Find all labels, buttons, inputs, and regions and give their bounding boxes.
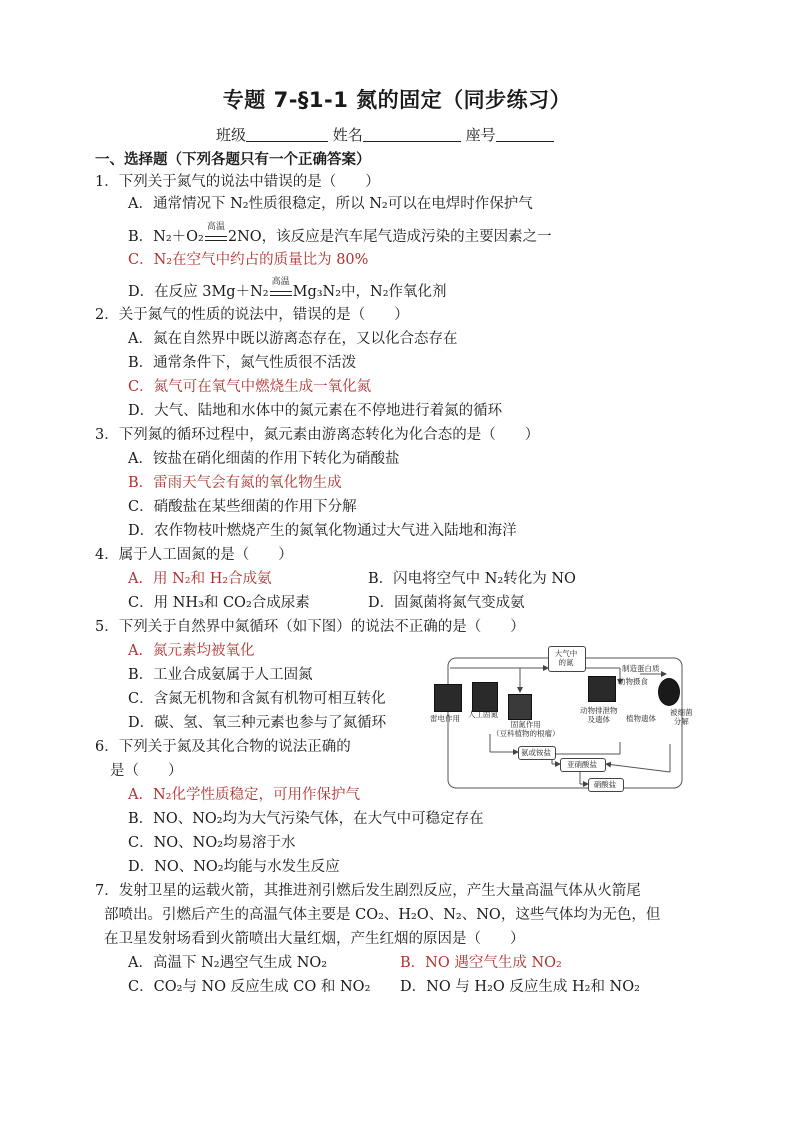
animal-eat-label: 动物摄食 xyxy=(618,677,648,686)
equals-sign xyxy=(270,291,292,296)
q6-option-c: C．NO、NO₂均易溶于水 xyxy=(128,835,296,851)
nitrite-label: 亚硝酸盐 xyxy=(567,760,597,769)
seat-label: 座号 xyxy=(465,126,496,144)
artificial-fix-label: 人工固氮 xyxy=(468,710,498,719)
q7-stem-line3: 在卫星发射场看到火箭喷出大量红烟，产生红烟的原因是（ ） xyxy=(104,931,525,947)
make-protein-label: 制造蛋白质 xyxy=(622,664,660,673)
q2-option-b: B．通常条件下，氮气性质很不活泼 xyxy=(128,355,357,371)
name-label: 姓名 xyxy=(332,126,363,144)
q6-stem-line2: 是（ ） xyxy=(110,763,183,779)
page-title: 专题 7-§1-1 氮的固定（同步练习） xyxy=(222,88,572,112)
nitrate-label: 硝酸盐 xyxy=(593,780,617,789)
q5-option-a: A．氮元素均被氧化 xyxy=(128,643,255,659)
student-info-row xyxy=(216,124,554,145)
class-blank[interactable] xyxy=(246,127,328,142)
q1-option-b xyxy=(128,222,552,247)
q3-option-a: A．铵盐在硝化细菌的作用下转化为硝酸盐 xyxy=(128,451,400,467)
q1-d-right: Mg₃N₂中，N₂作氧化剂 xyxy=(292,284,447,300)
class-label: 班级 xyxy=(216,126,247,144)
high-temp-arrow xyxy=(269,277,293,302)
q4-option-c: C．用 NH₃和 CO₂合成尿素 xyxy=(128,595,310,611)
q2-stem: 2．关于氮气的性质的说法中，错误的是（ ） xyxy=(95,307,409,323)
q1-stem: 1．下列关于氮气的说法中错误的是（ ） xyxy=(95,174,380,190)
seat-blank[interactable] xyxy=(496,127,554,142)
q3-option-d: D．农作物枝叶燃烧产生的氮氧化物通过大气进入陆地和海洋 xyxy=(128,523,517,539)
plant-remains-label: 植物遗体 xyxy=(626,714,656,723)
q4-stem: 4．属于人工固氮的是（ ） xyxy=(95,547,293,563)
q4-option-d: D．固氮菌将氮气变成氨 xyxy=(368,595,525,611)
decompose-label: 被细菌 分解 xyxy=(670,708,693,726)
q2-option-a: A．氮在自然界中既以游离态存在，又以化合态存在 xyxy=(128,331,458,347)
q1-b-left: B．N₂＋O₂ xyxy=(128,229,204,245)
atmosphere-label: 大气中 的氮 xyxy=(554,649,578,667)
excreta-photo xyxy=(588,676,616,702)
q2-option-d: D．大气、陆地和水体中的氮元素在不停地进行着氮的循环 xyxy=(128,403,503,419)
nitrogen-cycle-diagram xyxy=(430,644,698,794)
q7-option-d: D．NO 与 H₂O 反应生成 H₂和 NO₂ xyxy=(400,979,640,995)
section-heading: 一、选择题（下列各题只有一个正确答案） xyxy=(95,152,371,168)
q7-stem-line2: 部喷出。引燃后产生的高温气体主要是 CO₂、H₂O、N₂、NO，这些气体均为无色，但 xyxy=(104,907,661,923)
tree-photo xyxy=(658,678,680,706)
q6-stem-line1: 6．下列关于氮及其化合物的说法正确的 xyxy=(95,739,351,755)
condition-label: 高温 xyxy=(206,222,225,232)
q1-option-c: C．N₂在空气中约占的质量比为 80% xyxy=(128,252,369,268)
name-blank[interactable] xyxy=(363,127,461,142)
q4-option-b: B．闪电将空气中 N₂转化为 NO xyxy=(368,571,576,587)
lightning-photo xyxy=(434,684,462,712)
q7-option-a: A．高温下 N₂遇空气生成 NO₂ xyxy=(128,955,328,971)
q6-option-a: A．N₂化学性质稳定，可用作保护气 xyxy=(128,787,360,803)
q1-b-right: 2NO，该反应是汽车尾气造成污染的主要因素之一 xyxy=(227,229,552,245)
q5-option-d: D．碳、氢、氧三种元素也参与了氮循环 xyxy=(128,715,387,731)
q5-option-c: C．含氮无机物和含氮有机物可相互转化 xyxy=(128,691,386,707)
q7-option-b: B．NO 遇空气生成 NO₂ xyxy=(400,955,562,971)
q1-d-left: D．在反应 3Mg＋N₂ xyxy=(128,284,269,300)
condition-label: 高温 xyxy=(271,277,290,287)
factory-photo xyxy=(472,682,498,712)
q1-option-d xyxy=(128,277,447,302)
q7-option-c: C．CO₂与 NO 反应生成 CO 和 NO₂ xyxy=(128,979,371,995)
q3-option-b: B．雷雨天气会有氮的氧化物生成 xyxy=(128,475,342,491)
q2-option-c: C．氮气可在氧气中燃烧生成一氧化氮 xyxy=(128,379,372,395)
q1-option-a: A．通常情况下 N₂性质很稳定，所以 N₂可以在电焊时作保护气 xyxy=(128,196,533,212)
q4-option-a: A．用 N₂和 H₂合成氨 xyxy=(128,571,272,587)
high-temp-arrow xyxy=(204,222,228,247)
q7-stem-line1: 7．发射卫星的运载火箭，其推进剂引燃后发生剧烈反应，产生大量高温气体从火箭尾 xyxy=(95,883,641,899)
q3-stem: 3．下列氮的循环过程中，氮元素由游离态转化为化合态的是（ ） xyxy=(95,427,540,443)
equals-sign xyxy=(205,236,227,241)
q6-option-d: D．NO、NO₂均能与水发生反应 xyxy=(128,859,340,875)
q5-option-b: B．工业合成氨属于人工固氮 xyxy=(128,667,313,683)
q5-stem: 5．下列关于自然界中氮循环（如下图）的说法不正确的是（ ） xyxy=(95,619,525,635)
root-nodule-photo xyxy=(508,694,532,720)
ammonia-label: 氨或铵盐 xyxy=(521,748,551,757)
lightning-label: 雷电作用 xyxy=(430,714,460,723)
excreta-label: 动物排泄物 及遗体 xyxy=(580,706,618,724)
q6-option-b: B．NO、NO₂均为大气污染气体，在大气中可稳定存在 xyxy=(128,811,484,827)
q3-option-c: C．硝酸盐在某些细菌的作用下分解 xyxy=(128,499,357,515)
bio-fix-label: 固氮作用 （豆科植物的根瘤） xyxy=(492,720,560,738)
